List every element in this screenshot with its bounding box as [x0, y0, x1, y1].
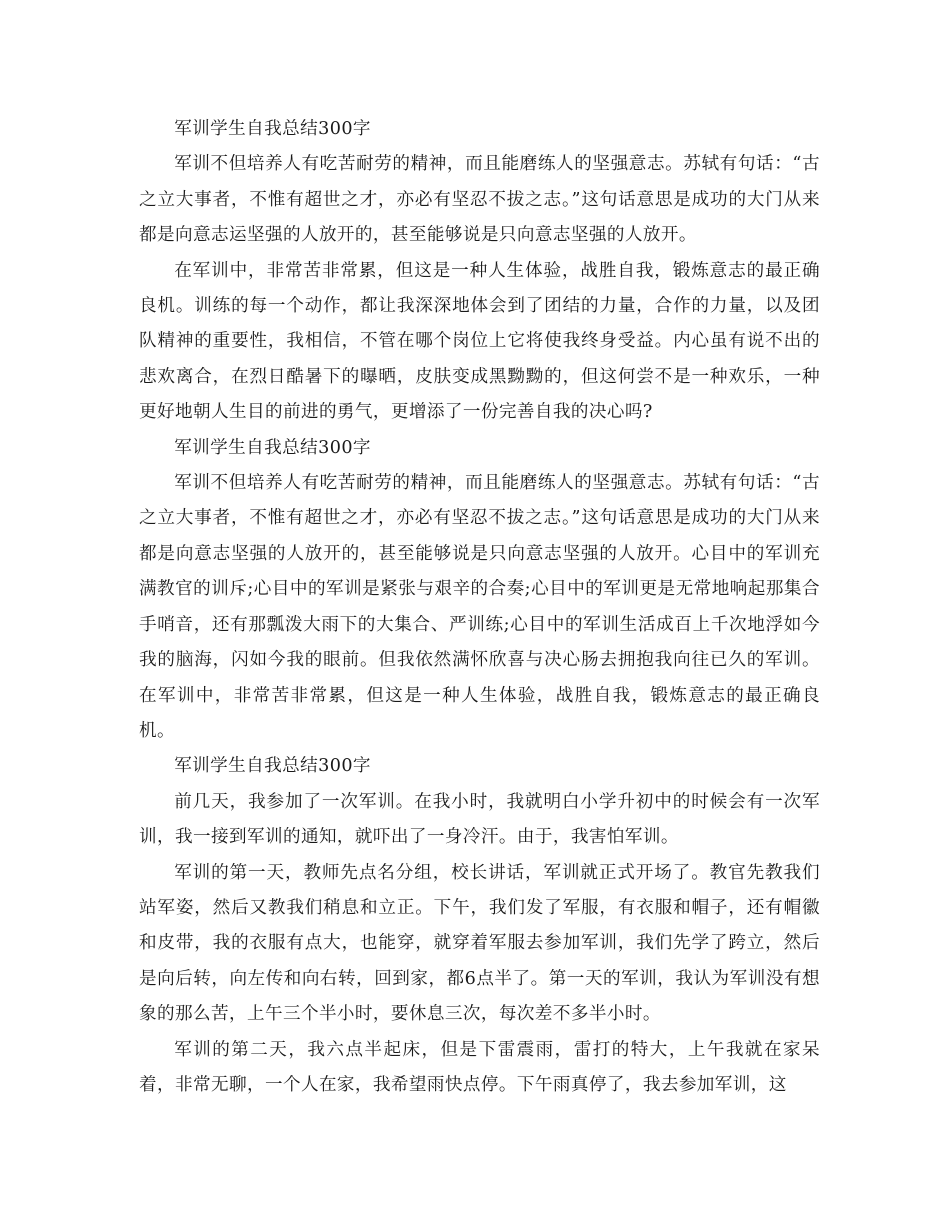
paragraph: 军训不但培养人有吃苦耐劳的精神，而且能磨练人的坚强意志。苏轼有句话：“古之立大事者，不惟有超世之才，亦必有坚忍不拔之志。”这句话意思是成功的大门从来都是向意志坚强的人放开的，甚至能够说是只向意志坚强的人放开。心目中的军训充满教官的训斥;心目中的军训是紧张与艰辛的合奏;心目中的军训更是无常地响起那集合手哨音，还有那瓢泼大雨下的大集合、严训练;心目中的军训生活成百上千次地浮如今我的脑海，闪如今我的眼前。但我依然满怀欣喜与决心肠去拥抱我向往已久的军训。在军训中，非常苦非常累，但这是一种人生体验，战胜自我，锻炼意志的最正确良机。 [139, 473, 820, 741]
document-body [139, 112, 820, 1103]
paragraph: 军训的第一天，教师先点名分组，校长讲话，军训就正式开场了。教官先教我们站军姿，然后又教我们稍息和立正。下午，我们发了军服，有衣服和帽子，还有帽徽和皮带，我的衣服有点大，也能穿，就穿着军服去参加军训，我们先学了跨立，然后是向后转，向左传和向右转，回到家，都6点半了。第一天的军训，我认为军训没有想象的那么苦，上午三个半小时，要休息三次，每次差不多半小时。 [139, 862, 820, 1025]
paragraph: 军训的第二天，我六点半起床，但是下雷震雨，雷打的特大，上午我就在家呆着，非常无聊，一个人在家，我希望雨快点停。下午雨真停了，我去参加军训，这 [139, 1039, 820, 1095]
section-title: 军训学生自我总结300字 [174, 756, 371, 777]
section-title: 军训学生自我总结300字 [174, 437, 371, 458]
paragraph: 前几天，我参加了一次军训。在我小时，我就明白小学升初中的时候会有一次军训，我一接到军训的通知，就吓出了一身冷汗。由于，我害怕军训。 [139, 791, 820, 848]
section-title: 军训学生自我总结300字 [174, 119, 371, 139]
paragraph: 军训不但培养人有吃苦耐劳的精神，而且能磨练人的坚强意志。苏轼有句话：“古之立大事者，不惟有超世之才，亦必有坚忍不拔之志。”这句话意思是成功的大门从来都是向意志运坚强的人放开的，甚至能够说是只向意志坚强的人放开。 [139, 154, 820, 246]
paragraph: 在军训中，非常苦非常累，但这是一种人生体验，战胜自我，锻炼意志的最正确良机。训练的每一个动作，都让我深深地体会到了团结的力量，合作的力量，以及团队精神的重要性，我相信，不管在哪个岗位上它将使我终身受益。内心虽有说不出的悲欢离合，在烈日酷暑下的曝晒，皮肤变成黑黝黝的，但这何尝不是一种欢乐，一种更好地朝人生目的前进的勇气，更增添了一份完善自我的决心吗? [139, 260, 820, 423]
